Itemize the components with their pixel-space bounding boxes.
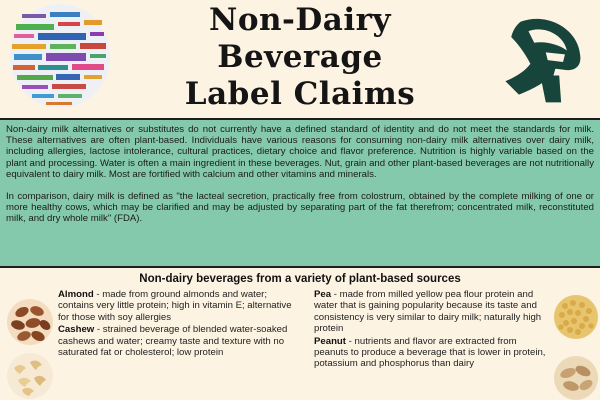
peas-image: [553, 294, 599, 340]
title-line-2: Beverage: [217, 39, 383, 75]
page-title: [130, 2, 470, 113]
title-line-3: Label Claims: [184, 76, 416, 112]
beverage-name: Almond: [58, 289, 94, 300]
section-heading: Non-dairy beverages from a variety of plant-based sources: [139, 273, 461, 285]
intro-panel: [0, 118, 600, 268]
beverage-name: Peanut: [314, 335, 346, 347]
beverage-column-left: [58, 289, 300, 358]
spartan-helmet-icon: [492, 14, 588, 110]
peanuts-image: [553, 355, 599, 400]
beverage-name: Cashew: [58, 324, 95, 336]
beverage-cashew: [58, 324, 300, 358]
intro-paragraph-1: Non-dairy milk alternatives or substitutes do not currently have a defined standard of identity and do not meet the standards for milk. These alternatives are often plant-based. Individuals have various reasons for consuming non-dairy milk alternatives over dairy milk, including allergies, lactose intolerance, cultural practices, dietary choice and flavor preference. Nutrition is highly variable based on the plant and processing. Water is often a main ingredient in these beverages. Nut, grain and other plant-based beverages are not nutritionally equivalent to dairy milk. Most are fortified with calcium and other vitamins and minerals.: [6, 124, 594, 180]
beverage-pea: [314, 289, 550, 335]
almonds-image: [6, 298, 54, 346]
beverage-description: - strained beverage of blended water-soaked cashews and water; creamy taste and texture with no saturated fat or cholesterol; low protein: [58, 324, 288, 359]
beverage-description: - nutrients and flavor are extracted from peanuts to produce a beverage that is lower in protein, potassium and phosphorus than dairy: [314, 335, 546, 370]
beverage-peanut: [314, 336, 550, 370]
beverage-description: - made from ground almonds and water; contains very little protein; high in vitamin E; alternative for those with soy allergies: [58, 289, 292, 323]
poster-header: [0, 0, 600, 118]
cashews-image: [6, 352, 54, 400]
word-cloud-icon: [8, 2, 112, 110]
title-line-1: Non-Dairy: [208, 2, 391, 38]
beverage-column-right: [314, 289, 550, 370]
beverage-name: Pea: [314, 289, 332, 300]
intro-paragraph-2: In comparison, dairy milk is defined as "the lacteal secretion, practically free from colostrum, obtained by the complete milking of one or more healthy cows, which may be clarified and may be adjusted by separating part of the fat therefrom; concentrated milk, reconstituted milk, and dry whole milk" (FDA).: [6, 191, 594, 225]
beverage-description: - made from milled yellow pea flour protein and water that is gaining popularity because its taste and consistency is very similar to dairy milk; naturally high protein: [314, 289, 542, 335]
beverage-almond: [58, 289, 300, 323]
